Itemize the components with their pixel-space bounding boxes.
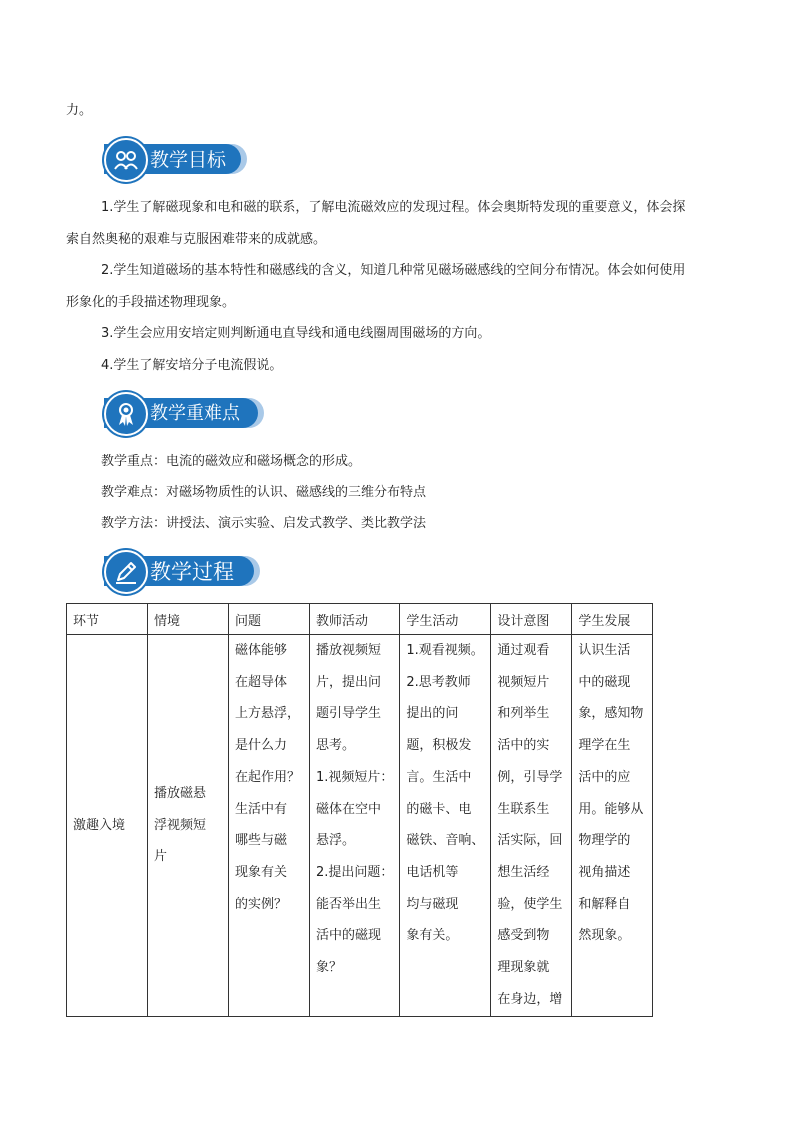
cell-line: 思考。: [316, 738, 356, 754]
cell-line: 和列举生: [497, 706, 550, 722]
cell-line: 2.思考教师: [406, 674, 471, 690]
process-section-title: 教学过程: [150, 560, 234, 584]
column-header: 情境: [148, 604, 229, 635]
teacher-activity-cell: [310, 635, 400, 1017]
cell-line: 能否举出生: [316, 896, 382, 912]
column-header: 问题: [229, 604, 310, 635]
key-point-line: 教学难点：对磁场物质性的认识、磁感线的三维分布特点: [101, 485, 427, 500]
table-header-row: [67, 604, 653, 635]
cell-line: 视频短片: [497, 674, 550, 690]
cell-line: 象有关。: [406, 928, 459, 944]
cell-line: 想生活经: [497, 864, 550, 880]
cell-line: 播放视频短: [316, 643, 382, 658]
goal-line: 形象化的手段描述物理现象。: [66, 295, 236, 310]
cell-line: 2.提出问题：: [316, 864, 394, 880]
cell-line: 播放磁悬: [154, 785, 207, 801]
cell-line: 现象有关: [235, 864, 288, 880]
cell-line: 题，积极发: [406, 738, 472, 754]
cell-line: 在超导体: [235, 674, 288, 690]
student-development-cell: [572, 635, 653, 1017]
student-activity-cell: [400, 635, 491, 1017]
cell-line: 悬浮。: [316, 833, 356, 849]
column-header: 环节: [67, 604, 148, 635]
goals-section-header: [104, 138, 249, 180]
goal-line: 2.学生知道磁场的基本特性和磁感线的含义，知道几种常见磁场磁感线的空间分布情况。体会如何使用: [101, 263, 686, 278]
keypoints-section-header: [104, 392, 266, 434]
cell-line: 磁体能够: [235, 643, 288, 658]
cell-line: 通过观看: [497, 643, 550, 658]
cell-line: 言。生活中: [406, 769, 472, 785]
cell-line: 的实例？: [235, 896, 288, 912]
cell-line: 认识生活: [578, 643, 631, 658]
column-header: 设计意图: [491, 604, 572, 635]
column-header: 教师活动: [310, 604, 400, 635]
table-row: [67, 635, 653, 1017]
cell-line: 在起作用？: [235, 769, 301, 785]
cell-line: 象，感知物: [578, 706, 644, 722]
cell-line: 1.视频短片：: [316, 769, 394, 785]
scenario-cell: [148, 635, 229, 1017]
cell-line: 验，使学生: [497, 896, 563, 912]
goals-section-title: 教学目标: [150, 149, 227, 171]
cell-line: 1.观看视频。: [406, 643, 484, 658]
cell-line: 浮视频短: [154, 817, 207, 833]
cell-line: 和解释自: [578, 896, 631, 912]
cell-line: 哪些与磁: [235, 833, 288, 849]
cell-line: 是什么力: [235, 738, 288, 754]
goal-line: 1.学生了解磁现象和电和磁的联系，了解电流磁效应的发现过程。体会奥斯特发现的重要意义，体会探: [101, 200, 686, 215]
cell-line: 物理学的: [578, 833, 631, 849]
award-ribbon-icon: [104, 392, 148, 436]
cell-line: 电话机等: [406, 864, 459, 880]
cell-line: 活中的应: [578, 769, 631, 785]
cell-line: 上方悬浮，: [235, 706, 301, 722]
cell-line: 活实际，回: [497, 833, 563, 849]
cell-line: 提出的问: [406, 706, 459, 722]
cell-line: 用。能够从: [578, 801, 644, 817]
teaching-process-table: [66, 603, 653, 1017]
cell-line: 题引导学生: [316, 706, 382, 722]
cell-line: 感受到物: [497, 928, 550, 944]
cell-line: 中的磁现: [578, 674, 631, 690]
cell-line: 活中的实: [497, 738, 550, 754]
question-cell: [229, 635, 310, 1017]
cell-line: 理学在生: [578, 738, 631, 754]
cell-line: 象？: [316, 960, 343, 976]
students-icon: [104, 138, 148, 182]
pencil-icon: [104, 550, 148, 594]
cell-line: 活中的磁现: [316, 928, 382, 944]
cell-line: 的磁卡、电: [406, 801, 472, 817]
cell-line: 例，引导学: [497, 769, 563, 785]
key-point-line: 教学方法：讲授法、演示实验、启发式教学、类比教学法: [101, 516, 427, 531]
continued-text-fragment: 力。: [66, 103, 93, 118]
goal-line: 4.学生了解安培分子电流假说。: [101, 358, 283, 373]
cell-line: 均与磁现: [406, 896, 459, 912]
process-section-header: [104, 550, 262, 592]
column-header: 学生发展: [572, 604, 653, 635]
stage-text: 激趣入境: [73, 817, 126, 833]
cell-line: 视角描述: [578, 864, 631, 880]
cell-line: 片: [154, 849, 168, 865]
keypoints-section-title: 教学重难点: [150, 403, 240, 424]
design-intent-cell: [491, 635, 572, 1017]
cell-line: 片，提出问: [316, 674, 382, 690]
cell-line: 生活中有: [235, 801, 288, 817]
cell-line: 理现象就: [497, 960, 550, 976]
goal-line: 索自然奥秘的艰难与克服困难带来的成就感。: [66, 232, 327, 247]
cell-line: 然现象。: [578, 928, 631, 944]
cell-line: 在身边，增: [497, 991, 563, 1007]
column-header: 学生活动: [400, 604, 491, 635]
goal-line: 3.学生会应用安培定则判断通电直导线和通电线圈周围磁场的方向。: [101, 326, 491, 341]
cell-line: 生联系生: [497, 801, 550, 817]
key-point-line: 教学重点：电流的磁效应和磁场概念的形成。: [101, 454, 362, 469]
stage-cell: [67, 635, 148, 1017]
cell-line: 磁体在空中: [316, 801, 382, 817]
cell-line: 磁铁、音响、: [406, 833, 485, 849]
